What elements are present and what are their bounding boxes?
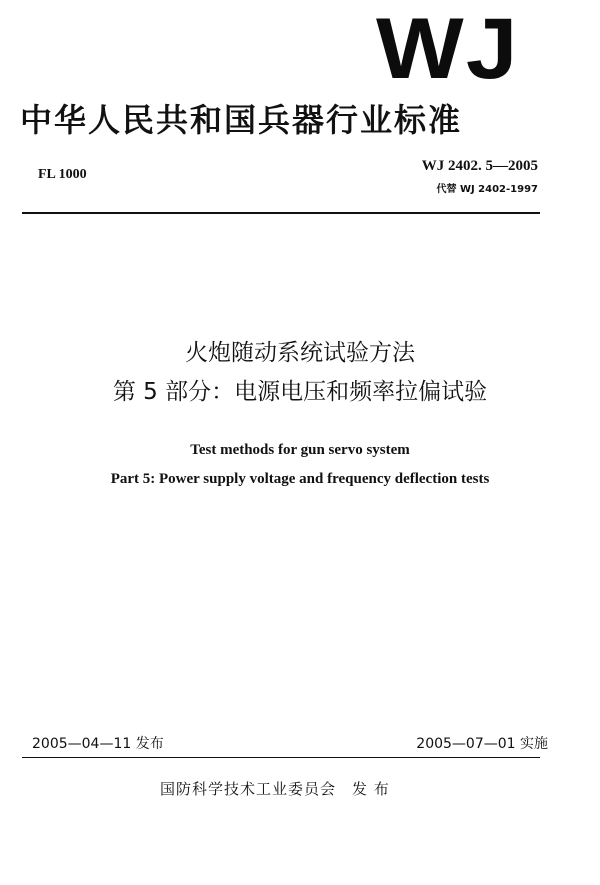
- top-divider: [22, 212, 540, 214]
- english-title-line-2: Part 5: Power supply voltage and frequency deflection tests: [110, 471, 490, 487]
- implementation-date: 2005—07—01 实施: [416, 736, 548, 752]
- wj-logo: WJ: [376, 1, 520, 97]
- chinese-title-line-2: 第 5 部分：电源电压和频率拉偏试验: [112, 379, 488, 405]
- english-title-line-1: Test methods for gun servo system: [190, 442, 410, 458]
- standard-category-title: 中华人民共和国兵器行业标准: [20, 101, 463, 139]
- issuing-authority: 国防科学技术工业委员会 发 布: [160, 780, 390, 798]
- replaces-standard: 代替 WJ 2402-1997: [436, 184, 538, 195]
- chinese-title-line-1: 火炮随动系统试验方法: [185, 340, 415, 366]
- bottom-divider: [22, 757, 540, 758]
- classification-code: FL 1000: [38, 167, 87, 182]
- standard-number: WJ 2402. 5—2005: [421, 158, 538, 174]
- issue-date: 2005—04—11 发布: [32, 736, 164, 752]
